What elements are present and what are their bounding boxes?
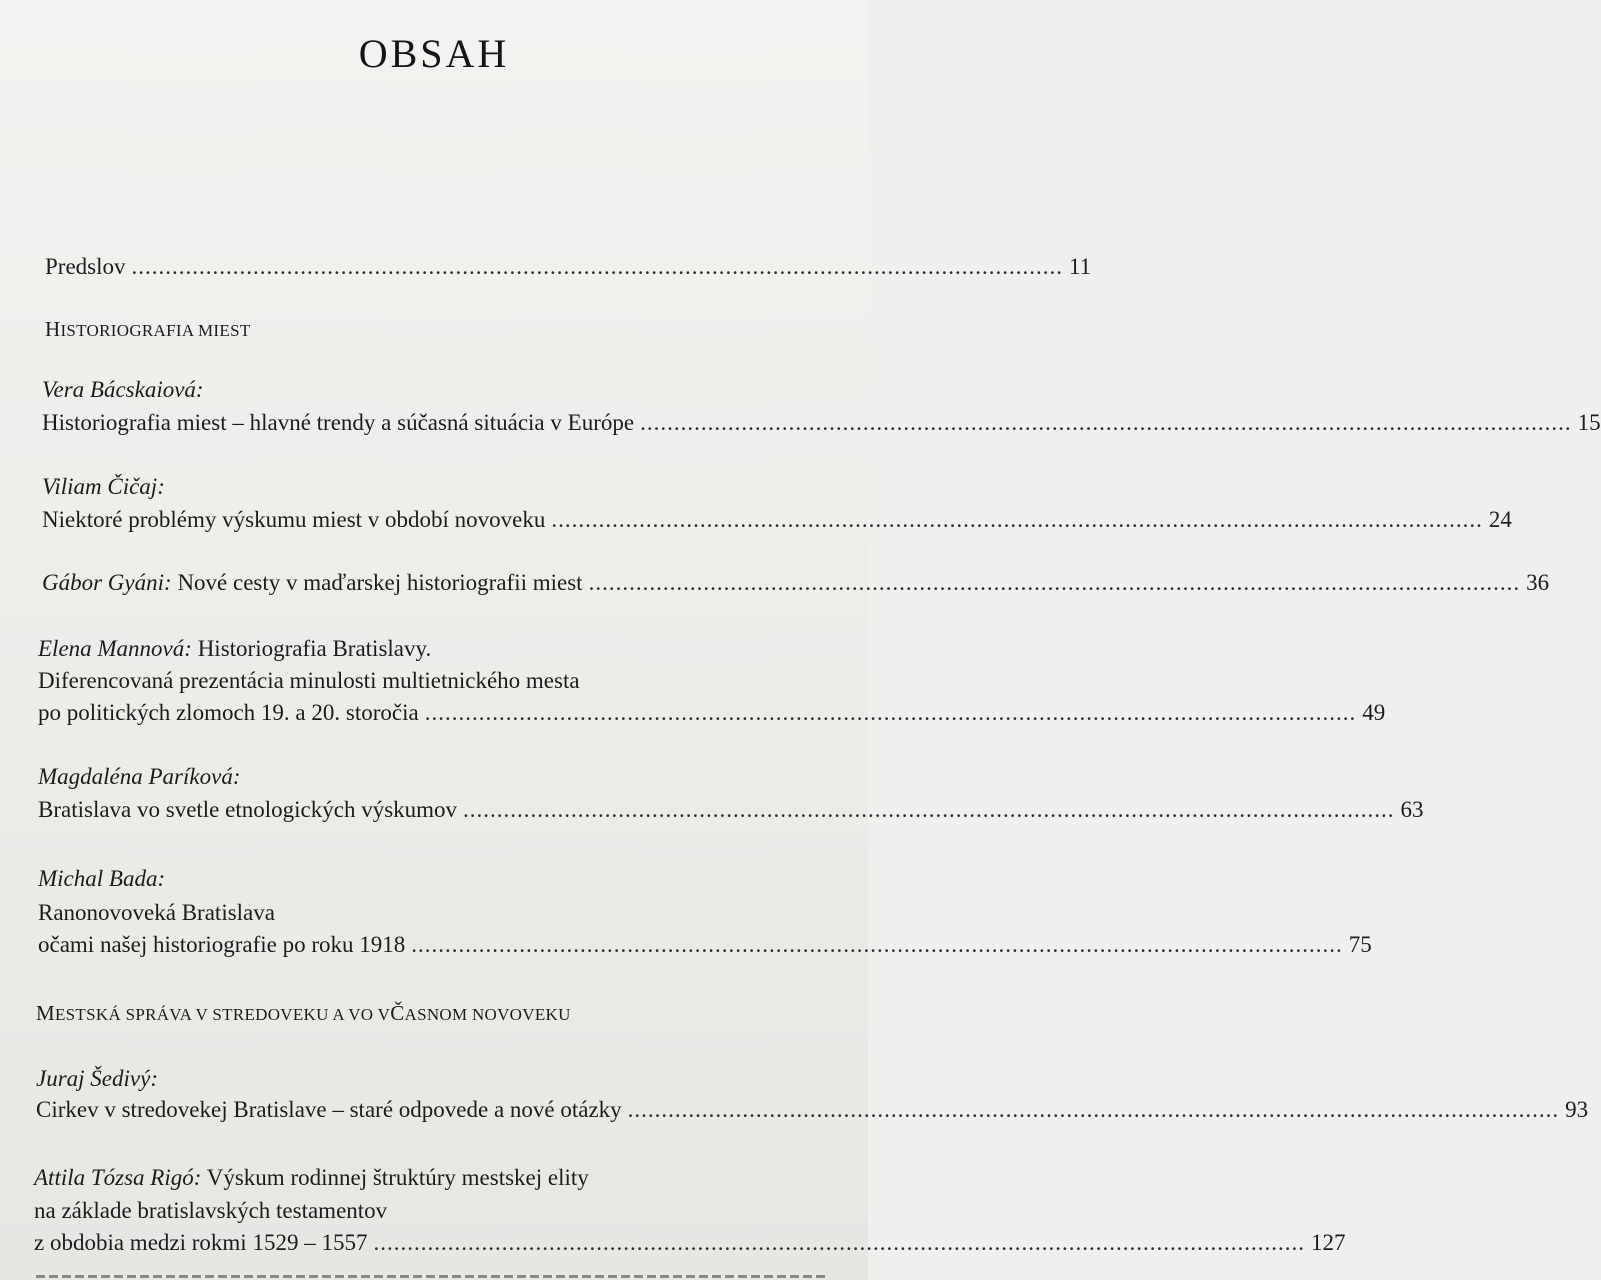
entry-title: Historiografia miest – hlavné trendy a súčasná situácia v Európe bbox=[42, 410, 635, 435]
entry-author: Elena Mannová: bbox=[38, 636, 192, 661]
entry-title: Nové cesty v maďarskej historiografii miest bbox=[177, 570, 583, 595]
dot-leader: .......................................................................................................................................... bbox=[411, 932, 1343, 957]
toc-entry[interactable] bbox=[36, 1095, 1589, 1125]
dot-leader: .......................................................................................................................................... bbox=[131, 254, 1063, 279]
entry-title-continued: na základe bratislavských testamentov bbox=[34, 1198, 388, 1223]
entry-title: Predslov bbox=[45, 254, 126, 279]
entry-title: Bratislava vo svetle etnologických výskumov bbox=[38, 797, 458, 822]
entry-title: Historiografia Bratislavy. bbox=[197, 636, 432, 661]
dot-leader: .......................................................................................................................................... bbox=[588, 570, 1521, 595]
page-number: 24 bbox=[1488, 507, 1512, 532]
toc-entry-predslov[interactable] bbox=[45, 252, 1092, 282]
page-number: 11 bbox=[1069, 254, 1092, 279]
page-number: 63 bbox=[1400, 797, 1424, 822]
entry-author: Attila Tózsa Rigó: bbox=[34, 1165, 202, 1190]
toc-entry[interactable] bbox=[38, 698, 1386, 728]
page-number: 15 bbox=[1577, 410, 1601, 435]
entry-author: Magdaléna Paríková: bbox=[38, 764, 241, 789]
dot-leader: .......................................................................................................................................... bbox=[640, 410, 1572, 435]
entry-author: Michal Bada: bbox=[38, 866, 166, 891]
section-heading-historiografia: HISTORIOGRAFIA MIEST bbox=[45, 317, 251, 341]
toc-entry-line bbox=[34, 1163, 902, 1193]
dot-leader: .......................................................................................................................................... bbox=[424, 700, 1357, 725]
entry-title: Ranonovoveká Bratislava bbox=[38, 900, 275, 925]
dot-leader: .......................................................................................................................................... bbox=[373, 1230, 1305, 1255]
page-number: 127 bbox=[1310, 1230, 1346, 1255]
toc-entry-line bbox=[38, 634, 906, 664]
entry-title-continued: Diferencovaná prezentácia minulosti multietnického mesta bbox=[38, 668, 580, 693]
entry-author: Viliam Čičaj: bbox=[42, 474, 165, 499]
entry-author: Juraj Šedivý: bbox=[36, 1066, 158, 1091]
toc-entry[interactable] bbox=[42, 568, 1550, 598]
page-title: OBSAH bbox=[358, 31, 510, 76]
toc-entry[interactable] bbox=[42, 505, 1512, 535]
dot-leader: .......................................................................................................................................... bbox=[551, 507, 1483, 532]
toc-entry[interactable] bbox=[38, 930, 1372, 960]
toc-entry[interactable] bbox=[34, 1228, 1346, 1258]
entry-author: Gábor Gyáni: bbox=[42, 570, 172, 595]
toc-entry[interactable] bbox=[42, 408, 1601, 438]
entry-title: Cirkev v stredovekej Bratislave – staré odpovede a nové otázky bbox=[36, 1097, 622, 1122]
entry-title-continued: očami našej historiografie po roku 1918 bbox=[38, 932, 406, 957]
entry-author: Vera Bácskaiová: bbox=[42, 377, 204, 402]
page-number: 93 bbox=[1565, 1097, 1589, 1122]
toc-entry[interactable] bbox=[38, 795, 1424, 825]
entry-title: Výskum rodinnej štruktúry mestskej elity bbox=[206, 1165, 589, 1190]
page-number: 75 bbox=[1348, 932, 1372, 957]
entry-title-continued: po politických zlomoch 19. a 20. storočia bbox=[38, 700, 419, 725]
dot-leader: .......................................................................................................................................... bbox=[627, 1097, 1560, 1122]
dot-leader: .......................................................................................................................................... bbox=[463, 797, 1395, 822]
entry-title: Niektoré problémy výskumu miest v období novoveku bbox=[42, 507, 546, 532]
page-number: 49 bbox=[1362, 700, 1386, 725]
page-number: 36 bbox=[1526, 570, 1550, 595]
section-heading-mestska-sprava: MESTSKÁ SPRÁVA V STREDOVEKU A VO VČASNOM NOVOVEKU bbox=[36, 1001, 571, 1025]
entry-title-continued: z obdobia medzi rokmi 1529 – 1557 bbox=[34, 1230, 368, 1255]
cut-off-next-line bbox=[36, 1270, 826, 1280]
